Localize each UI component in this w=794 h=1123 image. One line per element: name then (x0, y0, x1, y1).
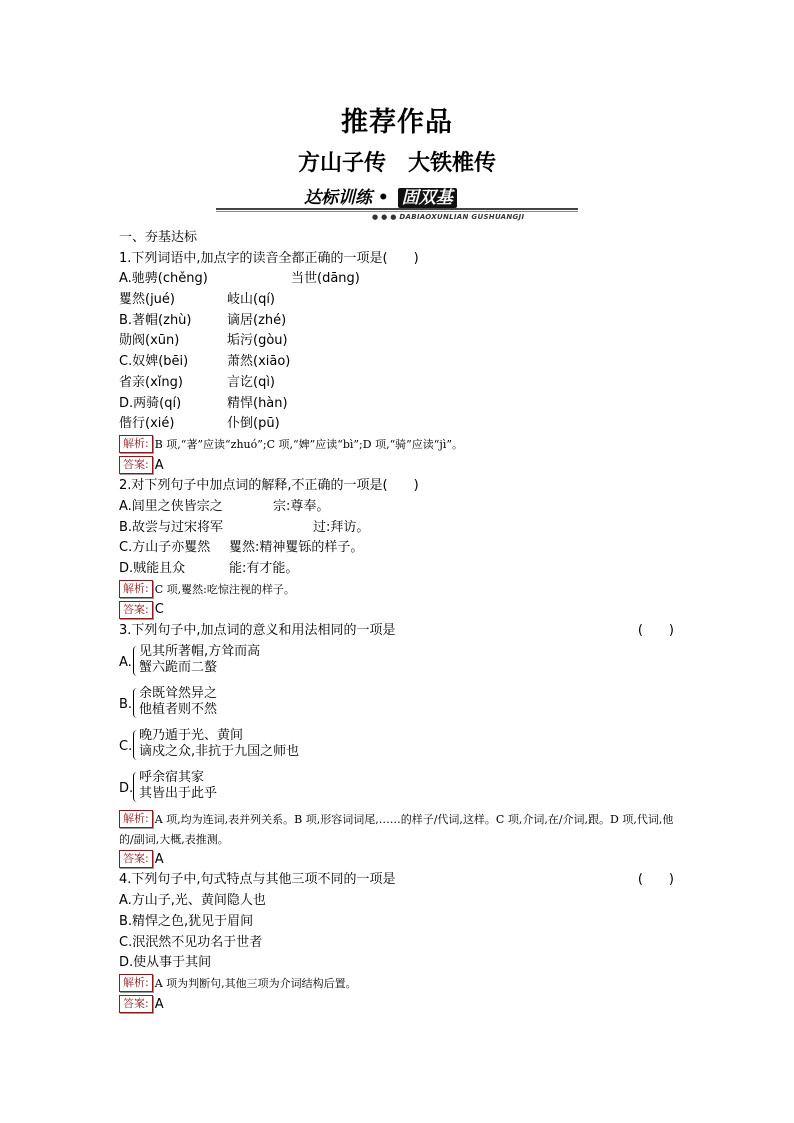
banner-title (304, 183, 457, 208)
section-banner (216, 183, 578, 225)
option-word: 言讫(qì) (227, 374, 276, 390)
question-2-analysis (119, 580, 679, 601)
option-explanation: 矍然:精神矍铄的样子。 (229, 540, 364, 556)
answer-text: A (154, 996, 164, 1012)
question-4-options (119, 891, 679, 974)
option-line-1: 余既耸然异之 (139, 685, 218, 701)
answer-text: C (154, 602, 164, 618)
analysis-tag: 解析: (119, 580, 153, 598)
question-3-options (119, 644, 679, 810)
question-3-answer (119, 850, 679, 871)
question-1-answer (119, 456, 679, 477)
answer-tag: 答案: (119, 850, 153, 868)
banner-subtitle: ● ● ● DABIAOXUNLIAN GUSHUANGJI (372, 213, 525, 221)
option-word: 矍然(jué) (119, 292, 175, 308)
option-row (119, 497, 679, 518)
option-row: C.泯泯然不见功名于世者 (119, 934, 263, 950)
analysis-text: A 项,均为连词,表并列关系。B 项,形容词词尾,……的样子/代词,这样。C 项,介词,在/介词,跟。D 项,代词,他的/副词,大概,表推测。 (119, 812, 674, 846)
answer-text: A (154, 457, 164, 473)
option-line-2: 蟹六跪而二螯 (139, 659, 218, 675)
analysis-tag: 解析: (119, 974, 153, 992)
option-explanation: 宗:尊奉。 (273, 498, 330, 514)
option-label: A. (119, 654, 132, 670)
option-d (119, 770, 679, 810)
option-row (119, 518, 679, 539)
banner-dot: • (377, 188, 389, 208)
option-row (119, 269, 679, 290)
option-word: 偕行(xié) (119, 416, 175, 432)
page-title: 推荐作品 (341, 107, 453, 138)
stem-text: 3.下列句子中,加点词的意义和用法相同的一项是 (119, 623, 396, 639)
option-row (119, 352, 679, 373)
option-word: 垢污(gòu) (227, 333, 288, 349)
option-word: 谪居(zhé) (227, 312, 287, 328)
option-word: 萧然(xiāo) (227, 354, 291, 370)
question-2-stem: 2.对下列句子中加点词的解释,不正确的一项是( ) (119, 478, 419, 494)
option-row (119, 373, 679, 394)
option-line-2: 谪戍之众,非抗于九国之师也 (139, 743, 300, 759)
option-line-2: 他植者则不然 (139, 701, 218, 717)
option-line-1: 晚乃遁于光、黄间 (139, 727, 244, 743)
option-line-1: 呼余宿其家 (139, 769, 205, 785)
option-word: 岐山(qí) (227, 292, 276, 308)
option-row (119, 559, 679, 580)
answer-paren: ( ) (637, 872, 674, 888)
option-sentence: B.故尝与过宋将军 (119, 519, 224, 535)
question-4-stem (119, 870, 679, 891)
question-4-analysis (119, 974, 679, 995)
answer-tag: 答案: (119, 995, 153, 1013)
option-a (119, 644, 679, 684)
exercise-content (119, 228, 679, 1015)
option-word: 当世(dāng) (291, 271, 360, 287)
stem-text: 4.下列句子中,句式特点与其他三项不同的一项是 (119, 872, 396, 888)
answer-tag: 答案: (119, 601, 153, 619)
option-word: 精悍(hàn) (227, 395, 288, 411)
analysis-text: B 项,“著”应读“zhuó”;C 项,“婢”应读“bì”;D 项,“骑”应读“jì”。 (154, 437, 463, 451)
answer-paren: ( ) (637, 623, 674, 639)
question-1-analysis (119, 435, 679, 456)
question-2-answer (119, 600, 679, 621)
answer-text: A (154, 851, 164, 867)
option-row: D.使从事于其间 (119, 955, 212, 971)
option-line-2: 其皆出于此乎 (139, 785, 218, 801)
option-row (119, 331, 679, 352)
option-b (119, 686, 679, 726)
option-word: B.著帽(zhù) (119, 312, 192, 328)
banner-main-text: 达标训练 (304, 188, 372, 208)
option-line-1: 见其所著帽,方耸而高 (139, 643, 261, 659)
option-row (119, 290, 679, 311)
question-3-stem (119, 621, 679, 642)
banner-rule-thin (216, 211, 578, 212)
page-subtitle: 方山子传 大铁椎传 (297, 150, 496, 176)
option-sentence: D.贼能且众 (119, 561, 186, 576)
question-4-answer (119, 995, 679, 1016)
option-row (119, 394, 679, 415)
option-word: A.驰骋(chěng) (119, 271, 208, 287)
option-label: C. (119, 738, 133, 754)
analysis-text: C 项,矍然:吃惊注视的样子。 (154, 582, 295, 596)
option-row (119, 538, 679, 559)
option-label: B. (119, 696, 133, 712)
option-sentence: A.闾里之侠皆宗之 (119, 498, 223, 514)
option-row (119, 414, 679, 435)
question-3-analysis (119, 810, 679, 850)
option-explanation: 能:有才能。 (229, 561, 299, 576)
option-explanation: 过:拜访。 (313, 519, 370, 535)
option-row: B.精悍之色,犹见于眉间 (119, 913, 254, 929)
banner-rule (216, 208, 578, 210)
question-2-options (119, 497, 679, 580)
option-word: D.两骑(qí) (119, 395, 182, 411)
option-label: D. (119, 780, 134, 796)
option-sentence: C.方山子亦矍然 (119, 540, 211, 556)
banner-boxed-text: 固双基 (398, 188, 457, 208)
option-row: A.方山子,光、黄间隐人也 (119, 893, 266, 909)
section-heading: 一、夯基达标 (119, 230, 198, 245)
option-word: C.奴婢(bēi) (119, 354, 189, 370)
question-1-options (119, 269, 679, 435)
option-row (119, 311, 679, 332)
option-word: 省亲(xǐng) (119, 374, 183, 390)
analysis-tag: 解析: (119, 810, 153, 828)
option-word: 仆倒(pū) (227, 416, 280, 432)
option-c (119, 728, 679, 768)
option-word: 勋阀(xūn) (119, 333, 180, 349)
analysis-tag: 解析: (119, 435, 153, 453)
analysis-text: A 项为判断句,其他三项为介词结构后置。 (154, 976, 357, 990)
answer-tag: 答案: (119, 456, 153, 474)
question-1-stem: 1.下列词语中,加点字的读音全都正确的一项是( ) (119, 250, 419, 266)
